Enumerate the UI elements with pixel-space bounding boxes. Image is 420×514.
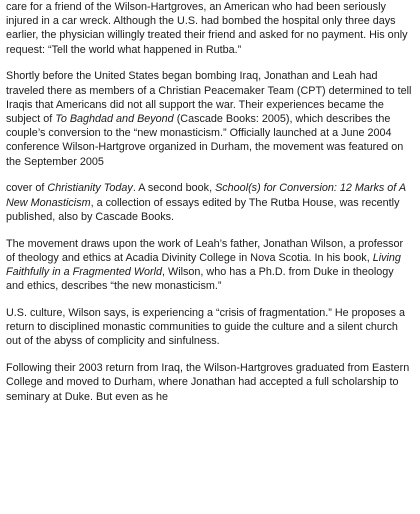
book-title-schools-for-conversion: School(s) for Conversion: 12 Marks of A New Monasticism <box>6 182 406 209</box>
paragraph-text: , Wilson, who has a Ph.D. from Duke in theology and ethics, describes “the new monasticism.” <box>6 266 394 293</box>
paragraph-text: (Cascade Books: 2005), which describes the couple’s conversion to the “new monasticism.” Officially launched at a June 2004 conference Wilson-Hartgrove organized in Durham, the movement was featured on the September 2005 <box>6 113 404 168</box>
paragraph-cpt-trip <box>6 69 412 168</box>
paragraph-gap <box>6 169 412 182</box>
paragraph-text: cover of <box>6 182 48 195</box>
paragraph-gap <box>6 224 412 237</box>
paragraph-return-from-iraq <box>6 361 412 404</box>
book-title-living-faithfully: Living Faithfully in a Fragmented World <box>6 251 401 279</box>
paragraph-gap <box>6 57 412 70</box>
magazine-title: Christianity Today <box>47 182 133 195</box>
paragraph-text: The movement draws upon the work of Leah’s father, Jonathan Wilson, a professor of theology and ethics at Acadia Divinity College in Nova Scotia. In his book, <box>6 237 404 264</box>
article-column <box>6 0 412 404</box>
paragraph-gap <box>6 293 412 306</box>
paragraph-rutba-hospital <box>6 0 412 57</box>
paragraph-us-culture <box>6 306 412 349</box>
paragraph-gap <box>6 349 412 362</box>
paragraph-jonathan-wilson <box>6 237 412 294</box>
paragraph-text: , a collection of essays edited by The Rutba House, was recently published, also by Cascade Books. <box>6 196 400 223</box>
paragraph-text: Following their 2003 return from Iraq, the Wilson-Hartgroves graduated from Eastern College and moved to Durham, where Jonathan had accepted a full scholarship to seminary at Duke. But even as he <box>6 362 410 403</box>
paragraph-text: U.S. culture, Wilson says, is experiencing a “crisis of fragmentation.” He proposes a return to disciplined monastic communities to guide the culture and a silent church out of the abyss of complicity and sinfulness. <box>6 307 406 348</box>
paragraph-text: Shortly before the United States began bombing Iraq, Jonathan and Leah had traveled there as members of a Christian Peacemaker Team (CPT) determined to tell Iraqis that Americans did not all support the war. Their experiences became the subject of <box>6 70 412 126</box>
paragraph-text: care for a friend of the Wilson-Hartgroves, an American who had been seriously injured in a car wreck. Although the U.S. had bombed the hospital only three days earlier, the physician willingly treated their friend and asked for no payment. His only request: “Tell the world what happened in Rutba.” <box>6 1 408 56</box>
paragraph-text: . A second book, <box>132 182 216 195</box>
paragraph-second-book <box>6 181 412 224</box>
book-title-to-baghdad: To Baghdad and Beyond <box>55 113 174 126</box>
